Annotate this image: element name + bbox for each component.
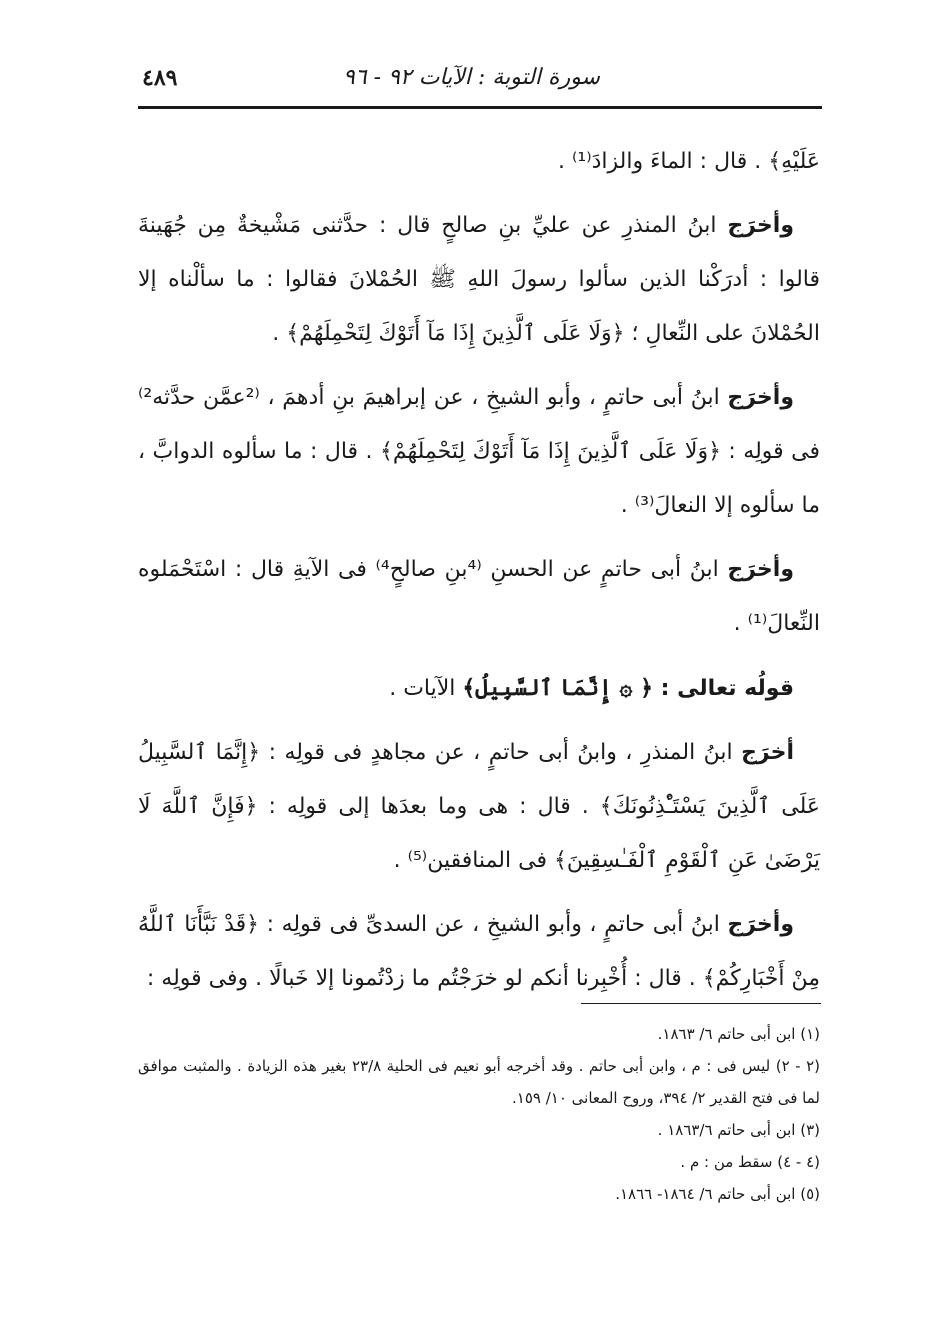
paragraph-5: [138, 726, 820, 888]
paragraph-4-lead: وأخرَج: [727, 557, 795, 582]
running-header: [138, 58, 820, 98]
paragraph-3-text: ابنُ أبى حاتمٍ ، وأبو الشيخِ ، عن إبراهيمَ بنِ أدهمَ ، ⁽²عمَّن حدَّثه²⁾ فى قولِه : ﴿وَلَا عَلَى ٱلَّذِينَ إِذَا مَآ أَتَوْكَ لِتَحْمِلَهُمْ﴾ . قال : ما سألوه الدوابَّ ، ما سألوه إلا النعالَ⁽³⁾ .: [138, 385, 820, 518]
paragraph-4-text: ابنُ أبى حاتمٍ عن الحسنِ ⁽⁴بنِ صالحٍ⁴⁾ فى الآيةِ قال : اسْتَحْمَلوه النِّعالَ⁽¹⁾ .: [138, 557, 820, 636]
paragraph-6-lead: وأخرَج: [727, 912, 794, 937]
paragraph-4: [138, 543, 820, 651]
footnote-2: (٢ - ٢) ليس فى : م ، وابن أبى حاتم . وقد أخرجه أبو نعيم فى الحلية ٢٣/٨ بغير هذه الزيادة . والمثبت موافق لما فى فتح القدير ٢/ ٣٩٤، وروح المعانى ١٠/ ١٥٩.: [138, 1057, 820, 1107]
footnote-5: (٥) ابن أبى حاتم ٦/ ١٨٦٤- ١٨٦٦.: [615, 1185, 820, 1203]
paragraph-6-text: ابنُ أبى حاتمٍ ، وأبو الشيخِ ، عن السدىِّ فى قولِه : ﴿قَدْ نَبَّأَنَا ٱللَّهُ مِنْ أَخْبَارِكُمْ﴾ . قال : أُخْبِرنا أنكم لو خرَجْتُم ما زدْتُمونا إلا خَبالًا . وفى قولِه :: [138, 912, 820, 991]
paragraph-1-text: عَلَيْهِ﴾ . قال : الماءَ والزادَ⁽¹⁾ .: [557, 149, 820, 174]
paragraph-2-lead: وأخرَج: [727, 213, 794, 238]
paragraph-1: [138, 135, 820, 189]
paragraph-2: [138, 199, 820, 361]
main-text: [138, 135, 820, 1006]
paragraph-2-text: ابنُ المنذرِ عن عليِّ بنِ صالحٍ قال : حدَّثنى مَشْيخةٌ مِن جُهَينةَ قالوا : أدرَكْنا الذين سألوا رسولَ اللهِ ﷺ الحُمْلانَ فقالوا : ما سألْناه إلا الحُمْلانَ على النِّعالِ ؛ ﴿وَلَا عَلَى ٱلَّذِينَ إِذَا مَآ أَتَوْكَ لِتَحْمِلَهُمْ﴾ .: [138, 213, 820, 346]
header-rule: [138, 106, 822, 109]
paragraph-5-text: ابنُ المنذرِ ، وابنُ أبى حاتمٍ ، عن مجاهدٍ فى قولِه : ﴿إِنَّمَا ٱلسَّبِيلُ عَلَى ٱلَّذِينَ يَسْتَـْٔذِنُونَكَ﴾ . قال : هى وما بعدَها إلى قولِه : ﴿فَإِنَّ ٱللَّهَ لَا يَرْضَىٰ عَنِ ٱلْقَوْمِ ٱلْفَـٰسِقِينَ﴾ فى المنافقين⁽⁵⁾ .: [138, 740, 820, 873]
footnote-rule: [581, 1003, 821, 1004]
footnote-1: (١) ابن أبى حاتم ٦/ ١٨٦٣.: [657, 1025, 820, 1043]
paragraph-3-lead: وأخرَج: [727, 385, 794, 410]
heading-tail: الآيات .: [389, 676, 463, 701]
heading-quran-verse: ﴿ ۞ إِنَّمَا ٱلسَّبِيلُ﴾: [462, 675, 661, 701]
header-title: سورة التوبة : الآيات ٩٢ - ٩٦: [343, 65, 600, 90]
section-heading: [138, 661, 820, 716]
page-number: ٤٨٩: [142, 65, 178, 91]
paragraph-3: [138, 371, 820, 533]
heading-lead: قولُه تعالى :: [660, 676, 794, 701]
footnote-4: (٤ - ٤) سقط من : م .: [680, 1153, 820, 1171]
footnote-3: (٣) ابن أبى حاتم ١٨٦٣/٦ .: [657, 1121, 820, 1139]
footnotes: [138, 1018, 820, 1210]
paragraph-6: [138, 898, 820, 1006]
paragraph-5-lead: أخرَج: [741, 740, 794, 765]
